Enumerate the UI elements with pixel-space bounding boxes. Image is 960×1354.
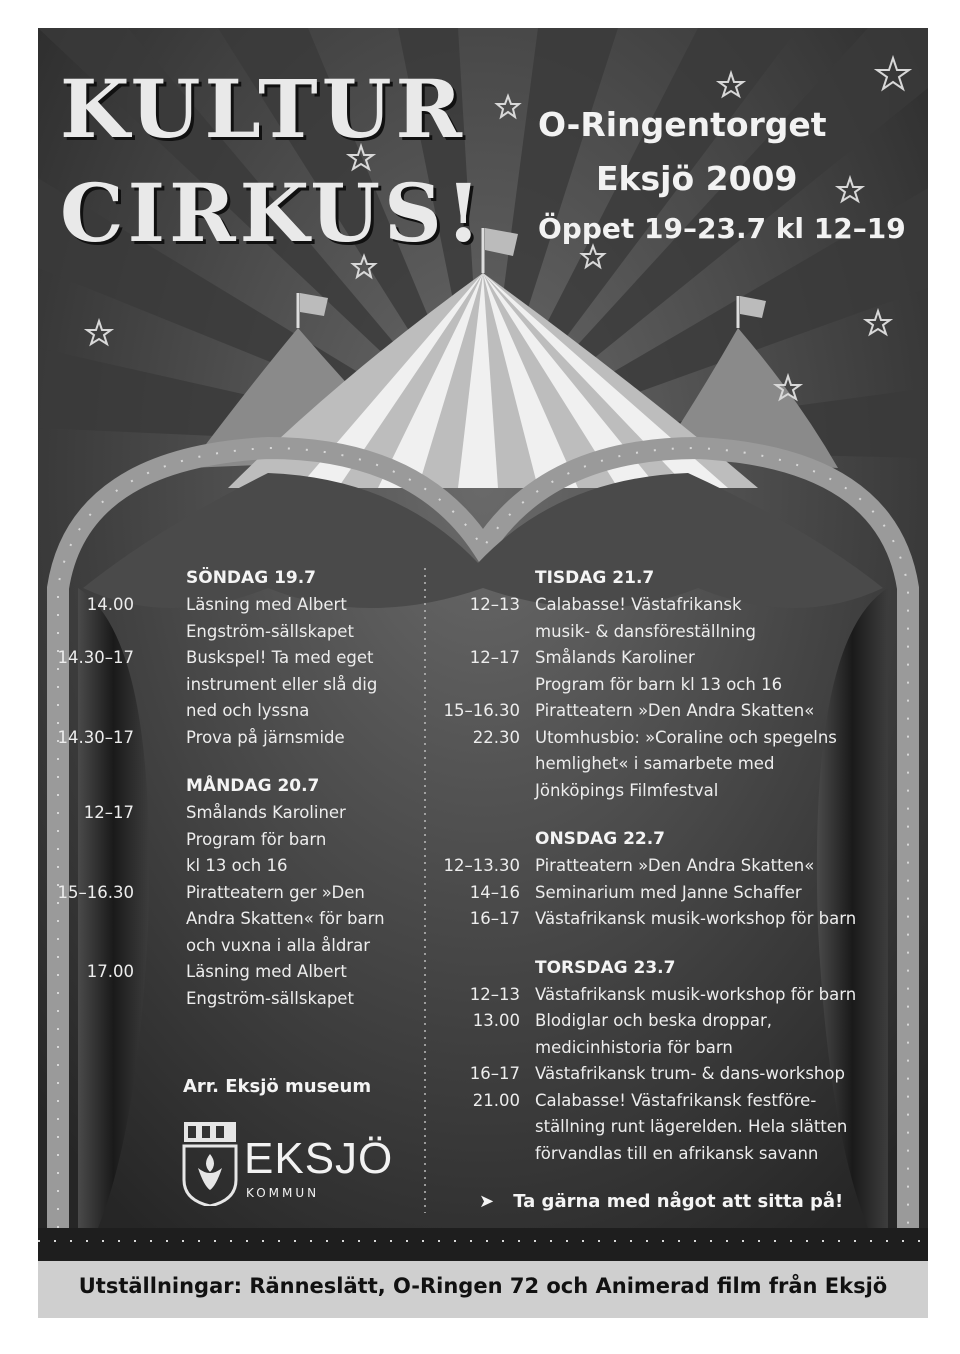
event-description: Program för barn — [186, 829, 327, 849]
event-description: Calabasse! Västafrikansk — [535, 595, 742, 614]
event-description: medicinhistoria för barn — [535, 1037, 733, 1057]
day-heading: TISDAG 21.7 — [535, 568, 655, 588]
event-description: Smålands Karoliner — [535, 648, 695, 667]
event-description: Prova på järnsmide — [186, 727, 345, 747]
venue-name: O-Ringentorget — [538, 105, 827, 144]
logo-subtitle: KOMMUN — [246, 1186, 320, 1200]
day-heading: MÅNDAG 20.7 — [186, 776, 320, 796]
event-time: 14.30–17 — [57, 648, 134, 667]
event-description: förvandlas till en afrikansk savann — [535, 1143, 819, 1163]
event-time: 16–17 — [469, 1064, 520, 1083]
event-time: 12–17 — [469, 648, 520, 667]
event-description: Engström-sällskapet — [186, 988, 354, 1008]
bring-seat-text: Ta gärna med något att sitta på! — [513, 1191, 844, 1212]
event-time: 12–13 — [469, 595, 520, 614]
bring-seat-note — [479, 1191, 919, 1212]
coat-of-arms-icon — [180, 1120, 240, 1206]
event-description: Västafrikansk musik-workshop för barn — [535, 909, 857, 928]
event-description: musik- & dansföreställning — [535, 621, 757, 641]
event-description: Smålands Karoliner — [186, 803, 346, 822]
event-time: 12–13 — [469, 984, 520, 1004]
event-time: 14.30–17 — [57, 727, 134, 747]
footer-exhibitions: Utställningar: Ränneslätt, O-Ringen 72 och Animerad film från Eksjö — [78, 1274, 888, 1298]
event-description: Läsning med Albert — [186, 595, 347, 614]
event-time: 13.00 — [472, 1011, 520, 1030]
event-description: Engström-sällskapet — [186, 621, 354, 641]
event-time: 15–16.30 — [443, 701, 520, 720]
event-time: 17.00 — [86, 962, 134, 981]
event-description: Västafrikansk musik-workshop för barn — [535, 984, 857, 1004]
event-time: 15–16.30 — [57, 882, 134, 902]
event-description: Andra Skatten« för barn — [186, 909, 385, 928]
event-description: Piratteatern »Den Andra Skatten« — [535, 856, 815, 875]
venue-city-year: Eksjö 2009 — [596, 159, 798, 198]
event-description: Piratteatern »Den Andra Skatten« — [535, 701, 815, 720]
footer-band — [38, 1261, 928, 1318]
title-line-2: CIRKUS! — [60, 166, 485, 260]
event-description: Calabasse! Västafrikansk festföre- — [535, 1090, 817, 1110]
event-description: ställning runt lägerelden. Hela slätten — [535, 1117, 848, 1136]
event-description: Seminarium med Janne Schaffer — [535, 882, 802, 902]
arrow-icon: ➤ — [479, 1191, 495, 1212]
logo-name: EKSJÖ — [244, 1134, 394, 1183]
event-time: 14.00 — [86, 595, 134, 614]
event-description: ned och lyssna — [186, 701, 310, 720]
day-heading: ONSDAG 22.7 — [535, 829, 666, 849]
event-description: Västafrikansk trum- & dans-workshop — [535, 1064, 845, 1083]
event-description: hemlighet« i samarbete med — [535, 754, 775, 773]
event-description: Utomhusbio: »Coraline och spegelns — [535, 727, 837, 747]
event-time: 16–17 — [469, 909, 520, 928]
event-time: 21.00 — [472, 1090, 520, 1110]
event-description: Blodiglar och beska droppar, — [535, 1011, 773, 1030]
event-description: Program för barn kl 13 och 16 — [535, 674, 783, 694]
event-time: 22.30 — [472, 727, 520, 747]
event-description: Piratteatern ger »Den — [186, 882, 365, 902]
event-time: 14–16 — [469, 882, 520, 902]
event-description: Buskspel! Ta med eget — [186, 648, 374, 667]
eksjo-logo — [180, 1120, 394, 1210]
day-heading: SÖNDAG 19.7 — [186, 568, 317, 588]
event-description: kl 13 och 16 — [186, 856, 288, 875]
event-description: Jönköpings Filmfestval — [535, 780, 719, 800]
event-description: instrument eller slå dig — [186, 674, 378, 694]
venue-opening-hours: Öppet 19–23.7 kl 12–19 — [538, 212, 906, 245]
organizer: Arr. Eksjö museum — [183, 1076, 372, 1097]
event-description: och vuxna i alla åldrar — [186, 935, 370, 955]
day-heading: TORSDAG 23.7 — [535, 957, 676, 978]
event-time: 12–13.30 — [443, 856, 520, 875]
event-time: 12–17 — [83, 803, 134, 822]
event-description: Läsning med Albert — [186, 962, 347, 981]
title-line-1: KULTUR — [60, 62, 466, 156]
poster — [38, 28, 928, 1318]
